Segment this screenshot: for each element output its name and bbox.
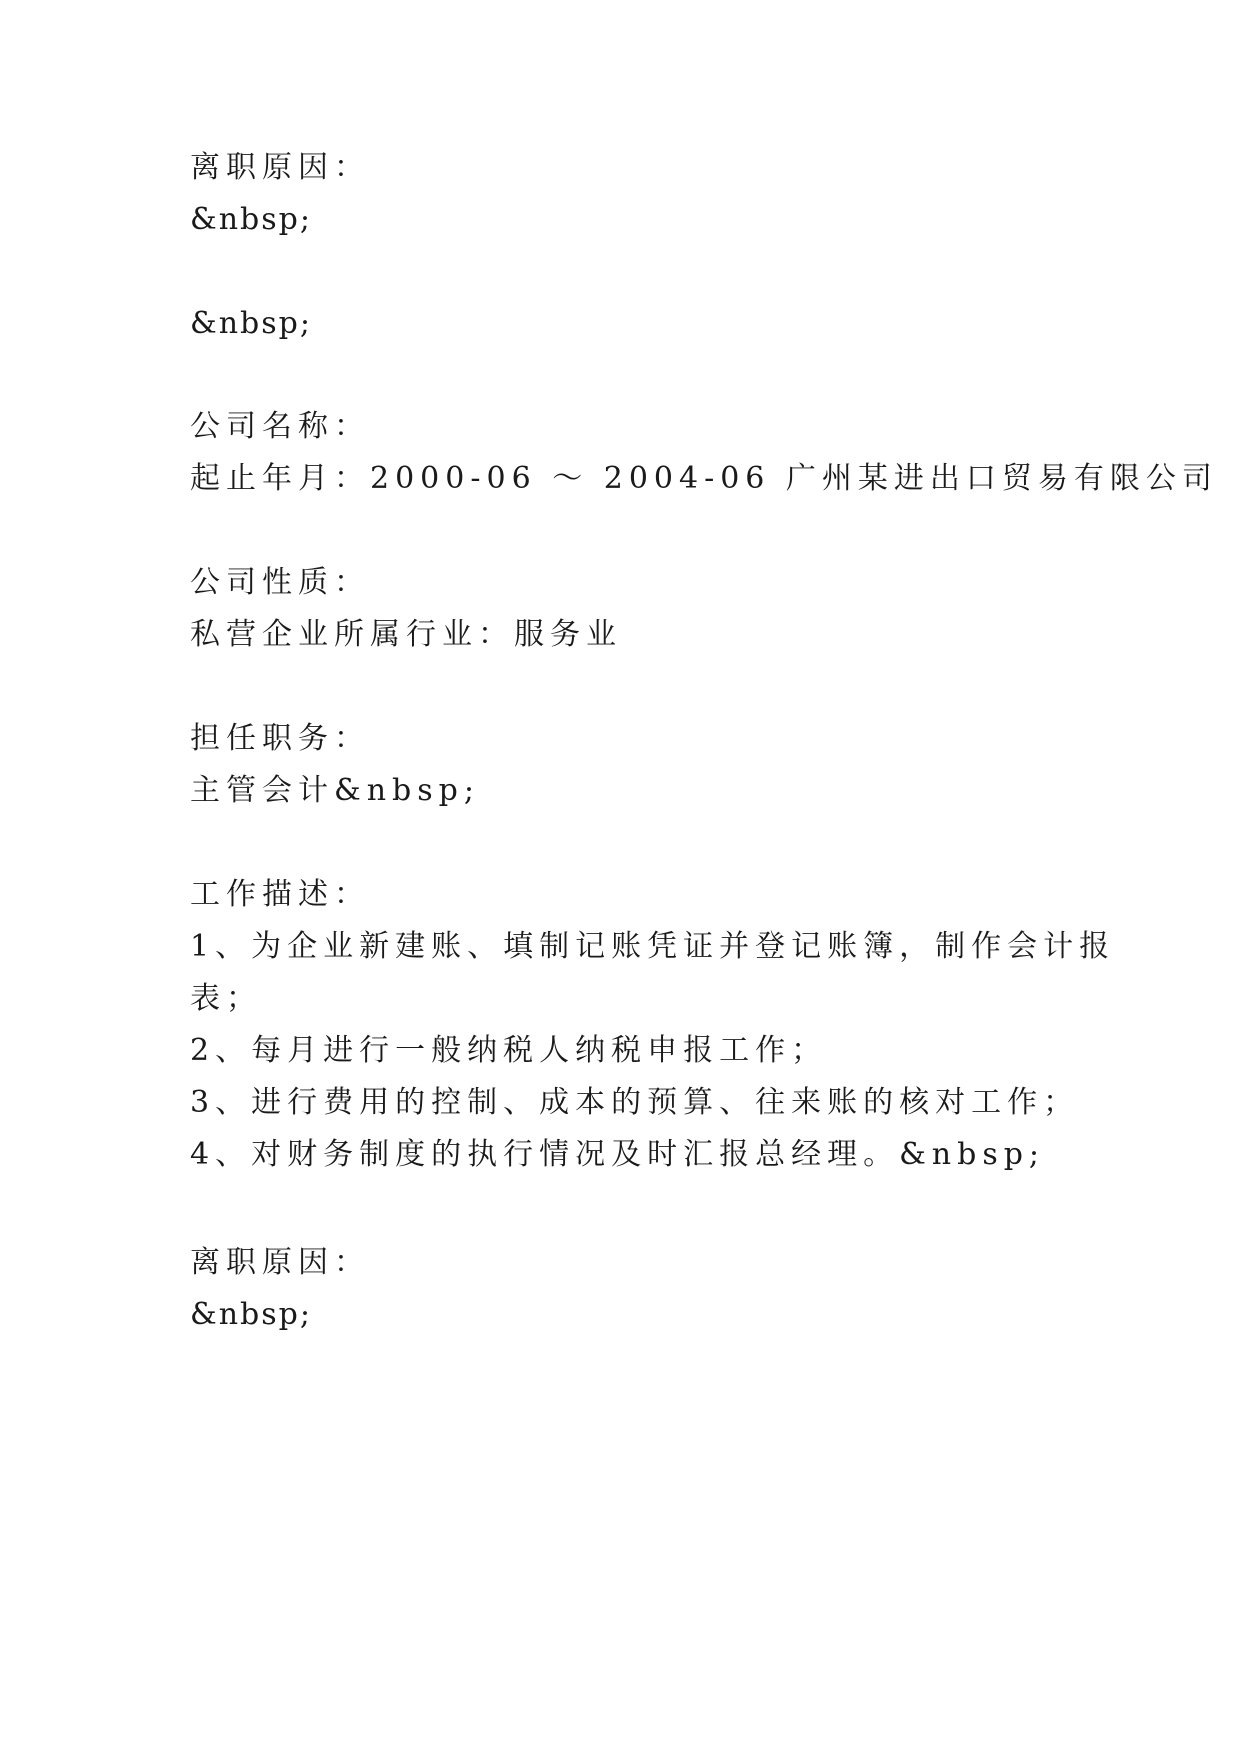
employment-period-line: 起止年月：2000-06 ～ 2004-06 广州某进出口贸易有限公司: [190, 461, 1218, 496]
leave-reason-label-top: 离职原因：: [190, 150, 370, 185]
position-value: 主管会计&nbsp;: [190, 773, 480, 808]
duty-item: 表；: [190, 981, 262, 1016]
position-label: 担任职务：: [190, 721, 370, 756]
company-nature-line: 私营企业所属行业：服务业: [190, 617, 622, 652]
duty-item: 3、进行费用的控制、成本的预算、往来账的核对工作；: [190, 1085, 1080, 1120]
duty-item: 4、对财务制度的执行情况及时汇报总经理。&nbsp;: [190, 1137, 1046, 1172]
company-name-label: 公司名称：: [190, 409, 370, 444]
leave-reason-value-top: &nbsp;: [190, 202, 312, 237]
leave-reason-label: 离职原因：: [190, 1245, 370, 1280]
job-description-label: 工作描述：: [190, 877, 370, 912]
spacer-line: &nbsp;: [190, 306, 312, 341]
duty-item: 2、每月进行一般纳税人纳税申报工作；: [190, 1033, 828, 1068]
company-nature-label: 公司性质：: [190, 565, 370, 600]
leave-reason-value: &nbsp;: [190, 1297, 312, 1332]
duty-item: 1、为企业新建账、填制记账凭证并登记账簿，制作会计报: [190, 929, 1116, 964]
